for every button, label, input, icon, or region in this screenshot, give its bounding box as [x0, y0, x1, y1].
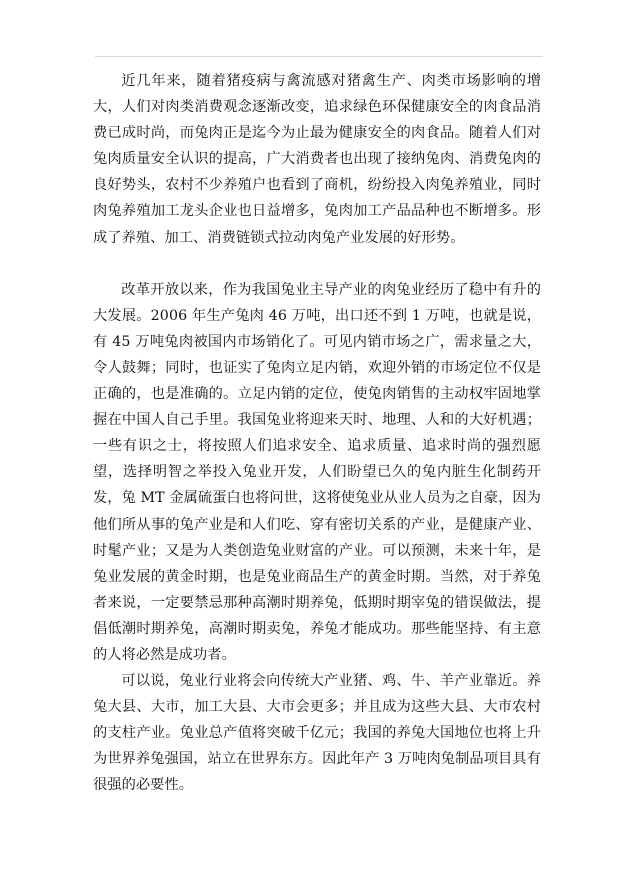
paragraph-project-necessity: 可以说，兔业行业将会向传统大产业猪、鸡、牛、羊产业靠近。养兔大县、大市，加工大县、大市会更多；并且成为这些大县、大市农村的支柱产业。兔业总产值将突破千亿元；我国的养兔大国地位也将上升为世界养兔强国，站立在世界东方。因此年产 3 万吨肉兔制品项目具有很强的必要性。 — [93, 673, 541, 794]
paragraph-industry-development: 改革开放以来，作为我国兔业主导产业的肉兔业经历了稳中有升的大发展。2006 年生产兔肉 46 万吨，出口还不到 1 万吨，也就是说，有 45 万吨兔肉被国内市场销化了。可见内销市场之广，需求量之大，令人鼓舞；同时，也证实了兔肉立足内销，欢迎外销的市场定位不仅是正确的，也是准确的。立足内销的定位，使兔肉销售的主动权牢固地掌握在中国人自己手里。我国兔业将迎来天时、地理、人和的大好机遇；一些有识之士，将按照人们追求安全、追求质量、追求时尚的强烈愿望，选择明智之举投入兔业开发，人们盼望已久的兔内脏生化制药开发，兔 MT 金属硫蛋白也将问世，这将使兔业从业人员为之自豪，因为他们所从事的兔产业是和人们吃、穿有密切关系的产业，是健康产业、时髦产业；又是为人类创造兔业财富的产业。可以预测，未来十年，是兔业发展的黄金时期，也是兔业商品生产的黄金时期。当然，对于养兔者来说，一定要禁忌那种高潮时期养兔，低期时期宰兔的错误做法，提倡低潮时期养兔，高潮时期卖兔，养兔才能成功。那些能坚持、有主意的人将必然是成功者。 — [93, 281, 541, 663]
header-rule — [95, 56, 543, 57]
document-body — [93, 68, 541, 799]
paragraph-market-trend: 近几年来，随着猪疫病与禽流感对猪禽生产、肉类市场影响的增大，人们对肉类消费观念逐渐改变，追求绿色环保健康安全的肉食品消费已成时尚，而兔肉正是迄今为止最为健康安全的肉食品。随着人们对兔肉质量安全认识的提高，广大消费者也出现了接纳兔肉、消费兔肉的良好势头，农村不少养殖户也看到了商机，纷纷投入肉兔养殖业，同时肉兔养殖加工龙头企业也日益增多，兔肉加工产品品种也不断增多。形成了养殖、加工、消费链锁式拉动肉兔产业发展的好形势。 — [93, 73, 541, 246]
